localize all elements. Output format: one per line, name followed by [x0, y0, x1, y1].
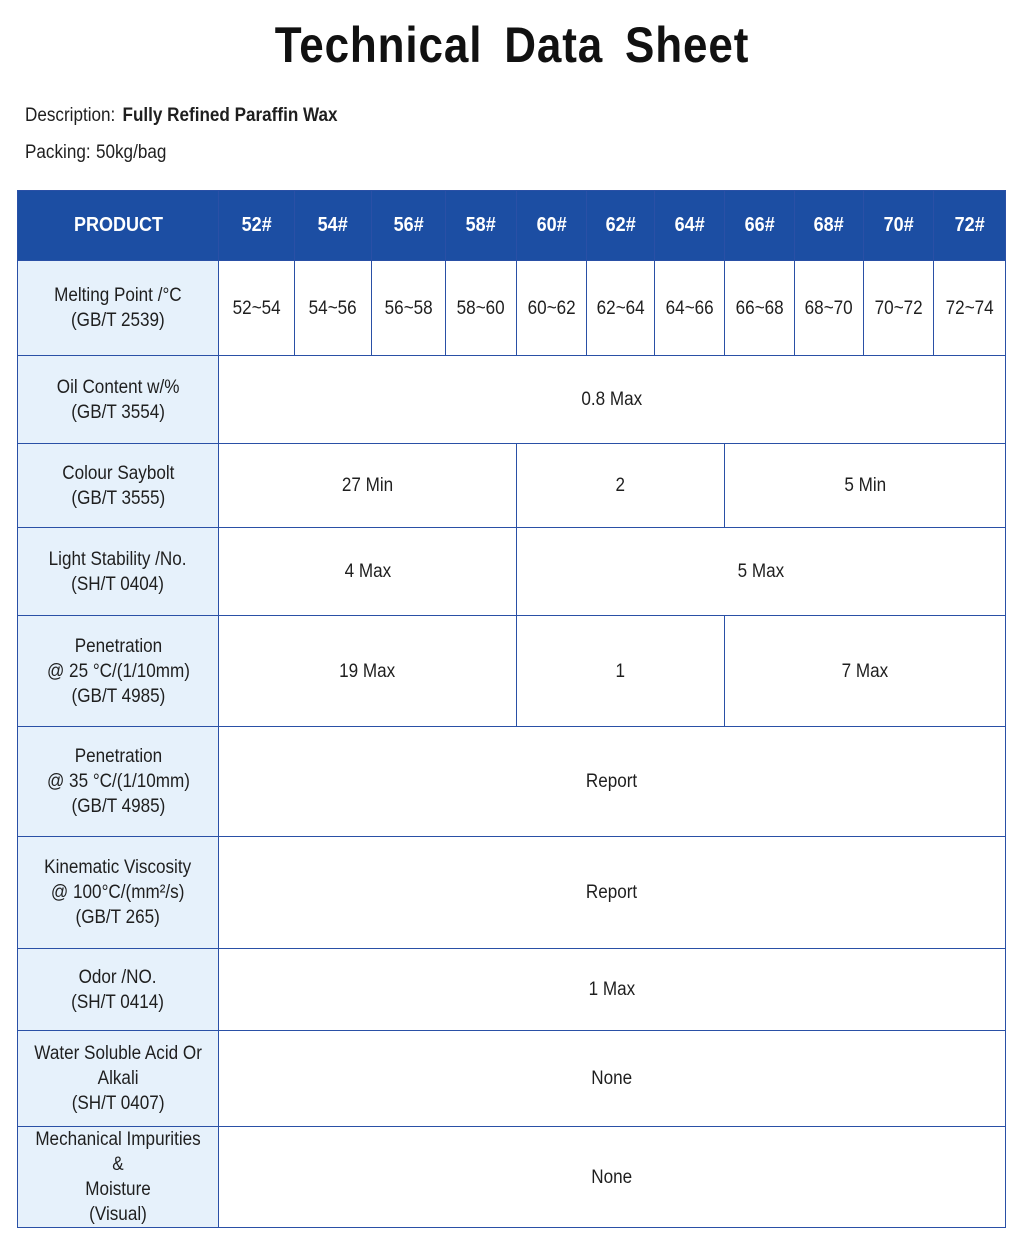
- table-row-water-soluble: [18, 1031, 1006, 1127]
- description-line: [25, 103, 338, 129]
- value-text: 58~60: [456, 297, 506, 319]
- property-cell: [18, 616, 219, 727]
- grade-header-cell: [587, 191, 655, 261]
- value-text: 0.8 Max: [581, 389, 643, 410]
- grade-header-cell: [725, 191, 795, 261]
- property-name-continued: Alkali: [97, 1068, 139, 1089]
- property-method: (GB/T 4985): [71, 796, 165, 817]
- value-text: 19 Max: [339, 660, 396, 682]
- value-cell: [446, 261, 517, 356]
- value-text: Report: [586, 771, 638, 792]
- property-name: Kinematic Viscosity: [44, 857, 192, 878]
- value-cell: [219, 528, 517, 616]
- property-method: (GB/T 2539): [71, 310, 165, 331]
- packing-line: [25, 140, 166, 166]
- property-method: (Visual): [89, 1204, 147, 1225]
- value-cell: [587, 261, 655, 356]
- value-cell: [725, 261, 795, 356]
- page-title: Technical Data Sheet: [274, 17, 750, 73]
- value-text: 1: [615, 660, 626, 682]
- property-cell: [18, 949, 219, 1031]
- value-text: 62~64: [596, 297, 645, 319]
- property-name: Penetration: [74, 635, 162, 657]
- value-text: 60~62: [527, 297, 576, 319]
- value-cell: [795, 261, 864, 356]
- grade-header-label: 52#: [241, 214, 272, 236]
- table-row-oil-content: [18, 356, 1006, 444]
- value-text: 64~66: [665, 297, 714, 319]
- value-cell: [517, 616, 725, 727]
- value-text: 4 Max: [344, 561, 391, 582]
- property-condition: @ 25 °C/(1/10mm): [46, 660, 190, 682]
- packing-label: Packing:: [25, 142, 91, 163]
- value-cell: [219, 444, 517, 528]
- property-method: (GB/T 3554): [71, 401, 165, 423]
- property-name: Oil Content w/%: [56, 376, 180, 398]
- table-row-odor: [18, 949, 1006, 1031]
- grade-header-cell: [934, 191, 1006, 261]
- value-cell: [219, 1031, 1006, 1127]
- property-name: Penetration: [74, 746, 162, 767]
- value-cell: [219, 949, 1006, 1031]
- property-method: (SH/T 0414): [71, 991, 165, 1013]
- value-text: 54~56: [308, 297, 358, 319]
- product-header-cell: [18, 191, 219, 261]
- value-text: 52~54: [232, 297, 281, 319]
- grade-header-label: 56#: [393, 214, 424, 236]
- grade-header-label: 58#: [465, 214, 497, 236]
- table-row-light-stability: [18, 528, 1006, 616]
- value-text: 2: [615, 475, 626, 496]
- grade-header-label: 72#: [954, 214, 985, 236]
- value-cell: [219, 261, 295, 356]
- value-cell: [219, 356, 1006, 444]
- value-cell: [517, 261, 587, 356]
- value-cell: [864, 261, 934, 356]
- value-text: 1 Max: [588, 979, 636, 1000]
- value-text: 68~70: [804, 297, 854, 319]
- property-condition: @ 100°C/(mm²/s): [51, 882, 185, 903]
- grade-header-label: 70#: [883, 214, 914, 236]
- property-name-continued: Moisture: [85, 1179, 151, 1200]
- value-text: 5 Max: [737, 561, 785, 582]
- property-cell: [18, 356, 219, 444]
- value-text: 5 Min: [844, 475, 886, 496]
- grade-header-label: 66#: [744, 214, 775, 236]
- value-cell: [295, 261, 372, 356]
- grade-header-cell: [655, 191, 725, 261]
- property-name: Mechanical Impurities &: [35, 1129, 201, 1175]
- value-cell: [219, 837, 1006, 949]
- property-cell: [18, 444, 219, 528]
- table-row-colour-saybolt: [18, 444, 1006, 528]
- property-name: Melting Point /°C: [54, 285, 182, 306]
- value-cell: [372, 261, 446, 356]
- table-row-kinematic-viscosity: [18, 837, 1006, 949]
- value-cell: [517, 444, 725, 528]
- value-cell: [219, 1127, 1006, 1228]
- property-name: Colour Saybolt: [61, 462, 175, 484]
- grade-header-cell: [295, 191, 372, 261]
- property-name: Odor /NO.: [79, 966, 157, 988]
- value-text: 72~74: [945, 297, 994, 319]
- value-cell: [725, 444, 1006, 528]
- property-name: Light Stability /No.: [49, 548, 187, 570]
- value-text: None: [591, 1166, 633, 1188]
- packing-value: 50kg/bag: [95, 142, 167, 163]
- property-method: (GB/T 4985): [71, 685, 165, 707]
- value-cell: [934, 261, 1006, 356]
- specification-table: [17, 190, 1006, 1228]
- value-text: 27 Min: [341, 475, 394, 496]
- grade-header-cell: [372, 191, 446, 261]
- property-cell: [18, 837, 219, 949]
- property-condition: @ 35 °C/(1/10mm): [46, 771, 190, 792]
- property-cell: [18, 261, 219, 356]
- property-method: (GB/T 3555): [71, 487, 165, 509]
- table-row-mechanical-impurities: [18, 1127, 1006, 1228]
- value-cell: [219, 616, 517, 727]
- value-cell: [219, 727, 1006, 837]
- description-value: Fully Refined Paraffin Wax: [122, 105, 338, 126]
- table-row-penetration-35: [18, 727, 1006, 837]
- grade-header-label: 64#: [674, 214, 705, 236]
- value-text: 7 Max: [841, 660, 889, 682]
- property-cell: [18, 1127, 219, 1228]
- grade-header-cell: [446, 191, 517, 261]
- property-method: (GB/T 265): [75, 907, 161, 928]
- value-text: Report: [586, 882, 638, 903]
- property-method: (SH/T 0404): [71, 573, 165, 595]
- table-row-penetration-25: [18, 616, 1006, 727]
- grade-header-label: 54#: [317, 214, 349, 236]
- property-cell: [18, 1031, 219, 1127]
- value-text: None: [591, 1068, 633, 1089]
- product-header-label: PRODUCT: [73, 214, 163, 236]
- grade-header-cell: [517, 191, 587, 261]
- grade-header-cell: [795, 191, 864, 261]
- value-cell: [725, 616, 1006, 727]
- grade-header-cell: [219, 191, 295, 261]
- grade-header-label: 62#: [605, 214, 636, 236]
- property-name: Water Soluble Acid Or: [34, 1043, 202, 1064]
- description-label: Description:: [25, 105, 116, 126]
- property-method: (SH/T 0407): [71, 1093, 165, 1114]
- value-text: 56~58: [384, 297, 433, 319]
- property-cell: [18, 528, 219, 616]
- value-text: 66~68: [735, 297, 784, 319]
- grade-header-cell: [864, 191, 934, 261]
- grade-header-label: 60#: [536, 214, 567, 236]
- grade-header-label: 68#: [813, 214, 845, 236]
- property-cell: [18, 727, 219, 837]
- table-header-row: [18, 191, 1006, 261]
- value-cell: [517, 528, 1006, 616]
- table-row-melting-point: [18, 261, 1006, 356]
- value-cell: [655, 261, 725, 356]
- value-text: 70~72: [874, 297, 923, 319]
